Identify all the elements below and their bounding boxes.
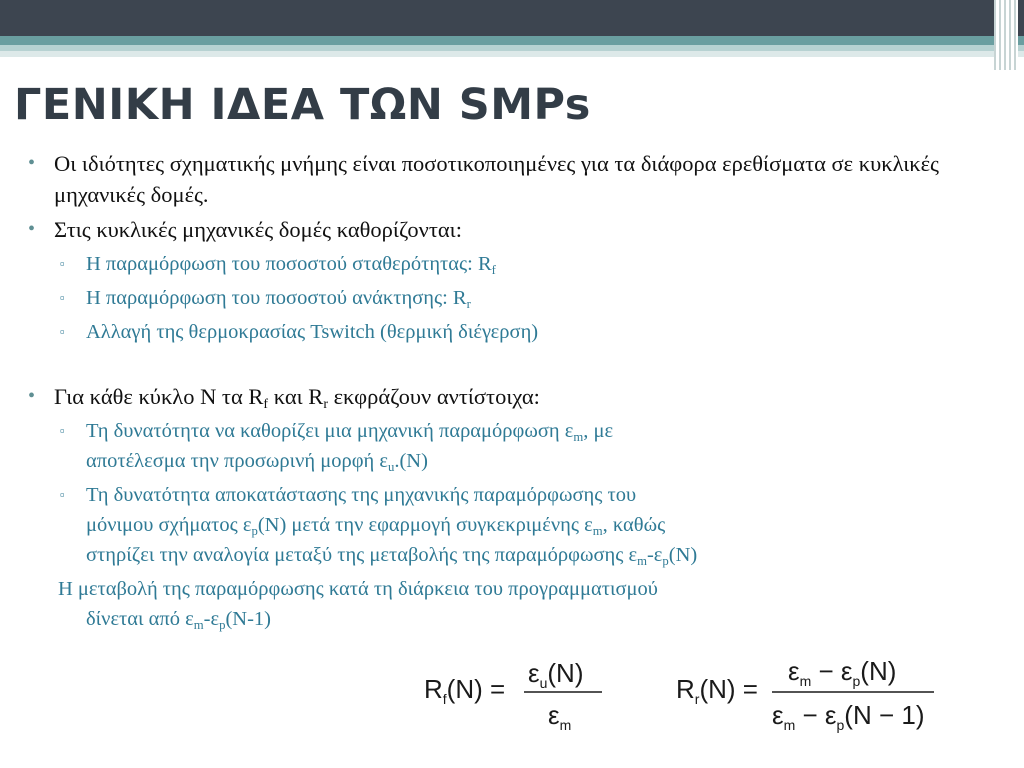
- subbullet-4-text: Τη δυνατότητα να καθορίζει μια μηχανική παραμόρφωση ε: [86, 420, 574, 442]
- subscript: m: [637, 554, 647, 568]
- subscript: r: [323, 397, 328, 412]
- subbullet-2-text: Η παραμόρφωση του ποσοστού ανάκτησης: R: [86, 287, 467, 309]
- slide-title: ΓΕΝΙΚΗ ΙΔΕΑ ΤΩΝ SMPs: [14, 80, 591, 130]
- continuation-line-2: [58, 604, 1000, 634]
- subscript: f: [263, 397, 269, 412]
- subscript: m: [592, 524, 603, 538]
- square-bullet-icon: ▫: [60, 324, 65, 339]
- top-bar: [0, 0, 1024, 36]
- bullet-3: [0, 381, 1000, 412]
- square-bullet-icon: ▫: [60, 423, 65, 438]
- subscript: m: [193, 618, 204, 632]
- bullet-2: [0, 214, 1000, 245]
- formula-rr: [672, 652, 942, 732]
- subbullet-3: [0, 317, 1000, 347]
- subbullet-5-text: -ε: [646, 544, 663, 566]
- subbullet-5-text: , καθώς: [602, 514, 666, 536]
- bullet-dot-icon: •: [28, 152, 36, 174]
- subbullet-5-text: στηρίζει την αναλογία μεταξύ της μεταβολής της παραμόρφωσης ε: [86, 544, 638, 566]
- subscript: p: [219, 618, 226, 632]
- subbullet-4-text: .(N): [394, 450, 428, 472]
- formula-rf: [420, 652, 620, 732]
- subbullet-4-text: , με: [583, 420, 614, 442]
- subbullet-5-text: Τη δυνατότητα αποκατάστασης της μηχανικής παραμόρφωσης του: [86, 484, 637, 506]
- subscript: r: [466, 297, 471, 311]
- continuation-text: (N-1): [225, 608, 271, 630]
- decorative-stripes: [994, 0, 1018, 70]
- bullet-2-text: Στις κυκλικές μηχανικές δομές καθορίζονται:: [54, 217, 462, 242]
- subbullet-1: [0, 249, 1000, 279]
- subbullet-5: [0, 480, 1000, 570]
- subbullet-5-text: (N) μετά την εφαρμογή συγκεκριμένης ε: [257, 514, 593, 536]
- subscript: m: [573, 430, 584, 444]
- subbullet-5-text: μόνιμου σχήματος ε: [86, 514, 252, 536]
- bullet-1-text: Οι ιδιότητες σχηματικής μνήμης είναι ποσοτικοποιημένες για τα διάφορα ερεθίσματα σε κυκλικές μηχανικές δομές.: [54, 151, 939, 207]
- accent-band-lighter: [0, 51, 1024, 57]
- subbullet-1-text: Η παραμόρφωση του ποσοστού σταθερότητας: R: [86, 253, 492, 275]
- formula-rf-numerator: $\varepsilon_u(N)$: [528, 658, 584, 691]
- formula-rr-svg: [672, 652, 942, 732]
- bullet-1: [0, 148, 1000, 210]
- bullet-3-text: και R: [268, 384, 324, 409]
- continuation-text: -ε: [203, 608, 220, 630]
- subscript: p: [662, 554, 669, 568]
- subbullet-4: [0, 416, 1000, 476]
- bullet-3-text: Για κάθε κύκλο N τα R: [54, 384, 264, 409]
- bullet-dot-icon: •: [28, 218, 36, 240]
- formula-rf-denominator: $\varepsilon_m$: [548, 700, 572, 733]
- accent-band: [0, 36, 1024, 45]
- formula-rr-lhs: $R_r(N)$ =: [676, 674, 758, 707]
- subbullet-2: [0, 283, 1000, 313]
- slide-content: [0, 148, 1000, 634]
- subscript: f: [491, 263, 496, 277]
- bullet-dot-icon: •: [28, 385, 36, 407]
- subscript: p: [251, 524, 258, 538]
- bullet-3-text: εκφράζουν αντίστοιχα:: [327, 384, 540, 409]
- continuation-line-1: Η μεταβολή της παραμόρφωσης κατά τη διάρκεια του προγραμματισμού: [58, 578, 658, 600]
- square-bullet-icon: ▫: [60, 256, 65, 271]
- continuation-text: [0, 574, 1000, 634]
- formula-rf-svg: [420, 652, 620, 732]
- subbullet-4-text: αποτέλεσμα την προσωρινή μορφή ε: [86, 450, 388, 472]
- continuation-text: δίνεται από ε: [86, 608, 194, 630]
- formula-rr-denominator: $\varepsilon_m - \varepsilon_p(N - 1)$: [772, 700, 925, 733]
- square-bullet-icon: ▫: [60, 487, 65, 502]
- square-bullet-icon: ▫: [60, 290, 65, 305]
- subscript: u: [388, 460, 395, 474]
- subbullet-5-text: (N): [668, 544, 698, 566]
- subbullet-3-text: Αλλαγή της θερμοκρασίας Tswitch (θερμική διέγερση): [86, 321, 539, 343]
- formula-rr-numerator: $\varepsilon_m - \varepsilon_p(N)$: [788, 656, 897, 689]
- formula-rf-lhs: $R_f(N)$ =: [424, 674, 506, 707]
- spacer: [0, 351, 1000, 381]
